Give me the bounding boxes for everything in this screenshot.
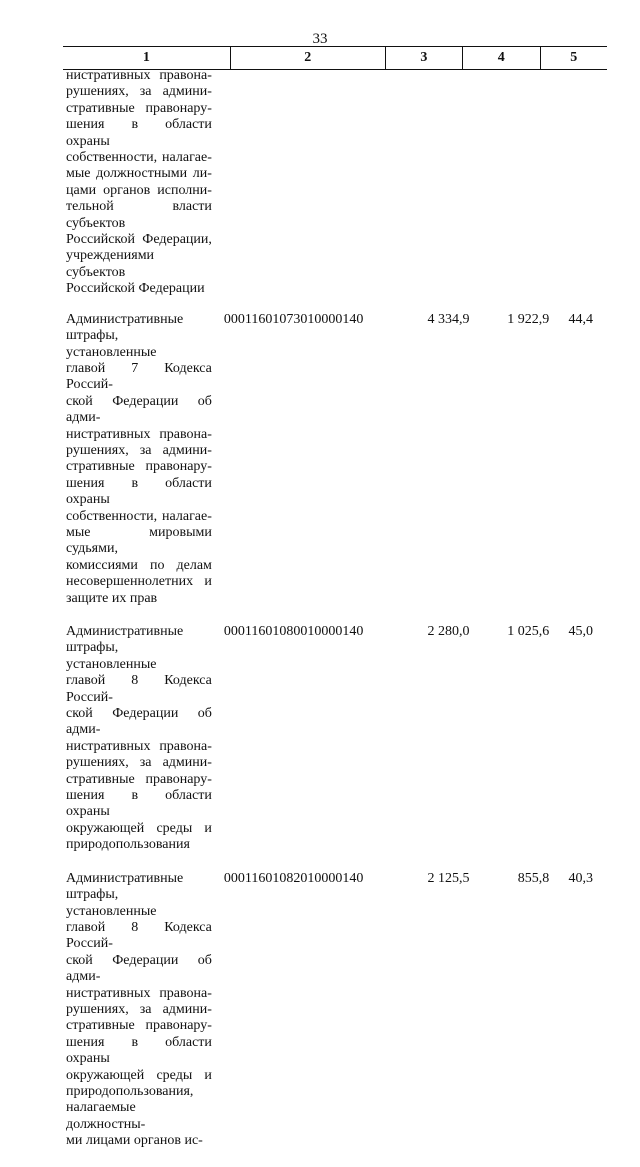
description-line: нистративных правона-	[66, 985, 212, 1001]
description-line: ской Федерации об адми-	[66, 393, 212, 426]
description-line: комиссиями по делам	[66, 557, 212, 573]
budget-code-cell: 00011601082010000140	[223, 870, 364, 886]
table-row	[66, 312, 607, 607]
value-col4-cell	[474, 68, 554, 298]
value-col4-cell: 1 025,6	[507, 624, 550, 639]
description-line: нистративных правона-	[66, 738, 212, 754]
column-header-4: 4	[463, 47, 540, 69]
table-body	[66, 68, 607, 1167]
description-line: защите их прав	[66, 590, 158, 606]
description-line: тельной власти субъектов	[66, 199, 212, 231]
description-line: Административные	[66, 624, 184, 639]
row-description	[66, 871, 212, 1150]
description-line: рушениях, за админи-	[66, 755, 212, 771]
description-line: стративные правонару-	[66, 1018, 212, 1034]
page-number: 33	[312, 31, 328, 47]
table-row	[66, 68, 607, 298]
description-line: ми лицами органов ис-	[66, 1133, 203, 1149]
description-line: шения в области охраны	[66, 117, 212, 149]
description-line: нистративных правона-	[66, 426, 212, 442]
value-col3-cell: 4 334,9	[427, 311, 470, 327]
percent-col5-cell: 45,0	[568, 624, 593, 639]
description-line: шения в области охраны	[66, 475, 212, 508]
description-line: природопользования	[66, 837, 190, 853]
row-description	[66, 312, 212, 607]
description-line: шения в области охраны	[66, 788, 212, 820]
description-line: природопользования,	[66, 1083, 194, 1099]
value-col4-cell: 855,8	[517, 870, 550, 886]
description-line: штрафы, установленные	[66, 640, 157, 672]
description-line: налагаемые должностны-	[66, 1100, 146, 1132]
description-line: окружающей среды и	[66, 820, 212, 836]
description-line: цами органов исполни-	[66, 182, 212, 198]
row-description	[66, 624, 212, 854]
budget-code-cell	[212, 68, 370, 298]
description-line: стративные правонару-	[66, 100, 212, 116]
budget-code-cell: 00011601073010000140	[223, 311, 364, 327]
description-line: шения в области охраны	[66, 1034, 212, 1067]
description-line: окружающей среды и	[66, 1067, 212, 1083]
description-line: штрафы, установленные	[66, 887, 157, 919]
description-line: ской Федерации об адми-	[66, 952, 212, 985]
description-line: рушениях, за админи-	[66, 442, 212, 458]
description-line: главой 8 Кодекса Россий-	[66, 919, 212, 952]
description-line: Российской Федерации	[66, 281, 205, 297]
description-line: Административные	[66, 311, 184, 327]
description-line: мые мировыми судьями,	[66, 524, 212, 557]
description-line: нистративных правона-	[66, 68, 212, 83]
description-line: стративные правонару-	[66, 459, 212, 475]
table-row	[66, 624, 607, 854]
description-line: главой 7 Кодекса Россий-	[66, 360, 212, 393]
value-col3-cell: 2 280,0	[427, 624, 470, 639]
value-col4-cell: 1 922,9	[507, 311, 550, 327]
column-header-3: 3	[386, 47, 463, 69]
budget-code-cell: 00011601080010000140	[223, 624, 364, 639]
column-header-5: 5	[570, 50, 578, 65]
description-line: учреждениями субъектов	[66, 248, 155, 280]
description-line: штрафы, установленные	[66, 328, 157, 360]
table-row	[66, 871, 607, 1150]
description-line: Административные	[66, 870, 184, 886]
row-description	[66, 68, 212, 298]
description-line: ской Федерации об адми-	[66, 706, 212, 738]
percent-col5-cell: 40,3	[568, 870, 593, 886]
column-header-2: 2	[231, 47, 386, 69]
description-line: рушениях, за админи-	[66, 84, 212, 100]
description-line: рушениях, за админи-	[66, 1001, 212, 1017]
description-line: мые должностными ли-	[66, 166, 212, 182]
description-line: Российской Федерации,	[66, 232, 212, 248]
description-line: несовершеннолетних и	[66, 574, 212, 590]
column-header-1: 1	[63, 47, 231, 69]
table-header	[63, 46, 607, 70]
description-line: собственности, налагае-	[66, 508, 212, 524]
percent-col5-cell	[553, 68, 607, 298]
value-col3-cell: 2 125,5	[427, 870, 470, 886]
description-line: стративные правонару-	[66, 771, 212, 787]
value-col3-cell	[370, 68, 474, 298]
description-line: собственности, налагае-	[66, 150, 212, 166]
percent-col5-cell: 44,4	[568, 311, 593, 327]
description-line: главой 8 Кодекса Россий-	[66, 673, 212, 705]
